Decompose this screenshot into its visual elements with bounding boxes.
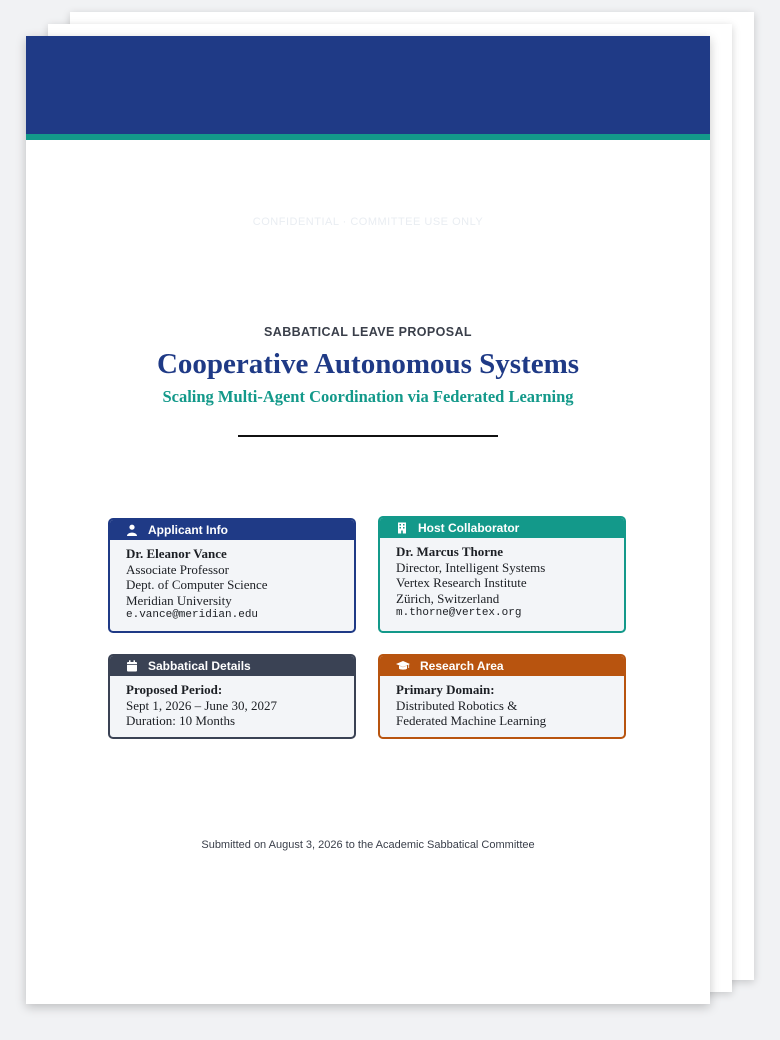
host-institution: Vertex Research Institute <box>396 575 527 590</box>
host-location: Zürich, Switzerland <box>396 590 500 606</box>
research-area-body <box>380 676 624 735</box>
applicant-department: Dept. of Computer Science <box>126 577 268 592</box>
applicant-name: Dr. Eleanor Vance <box>126 546 227 561</box>
header-accent-rule <box>26 134 710 140</box>
watermark-text: CONFIDENTIAL · COMMITTEE USE ONLY <box>252 216 484 228</box>
proposal-subtitle: Scaling Multi-Agent Coordination via Federated Learning <box>162 387 574 406</box>
graduation-cap-icon <box>396 660 410 672</box>
applicant-info-header <box>110 520 354 540</box>
building-icon <box>396 522 408 534</box>
title-divider <box>238 435 498 437</box>
applicant-info-heading: Applicant Info <box>148 523 228 537</box>
applicant-institution: Meridian University <box>126 592 232 608</box>
proposed-period-label: Proposed Period: <box>126 682 223 697</box>
applicant-info-body <box>110 540 354 630</box>
sabbatical-duration: Duration: 10 Months <box>126 713 236 728</box>
primary-domain-label: Primary Domain: <box>396 682 495 697</box>
proposed-period-dates: Sept 1, 2026 – June 30, 2027 <box>126 697 277 713</box>
applicant-info-card <box>108 518 356 633</box>
header-band <box>26 36 710 134</box>
sabbatical-details-heading: Sabbatical Details <box>148 659 251 673</box>
host-name: Dr. Marcus Thorne <box>396 544 504 559</box>
host-collaborator-card <box>378 516 626 633</box>
sabbatical-details-card <box>108 654 356 739</box>
submission-note: Submitted on August 3, 2026 to the Academic Sabbatical Committee <box>201 839 535 851</box>
proposal-cover-page <box>26 36 710 1004</box>
host-collaborator-header <box>380 518 624 538</box>
research-area-heading: Research Area <box>420 659 504 673</box>
research-area-card <box>378 654 626 739</box>
user-icon <box>126 524 138 536</box>
applicant-email[interactable]: e.vance@meridian.edu <box>126 609 259 621</box>
primary-domain-line-2: Federated Machine Learning <box>396 713 547 728</box>
primary-domain-line-1: Distributed Robotics & <box>396 697 518 713</box>
proposal-title: Cooperative Autonomous Systems <box>156 348 580 380</box>
sabbatical-details-body <box>110 676 354 735</box>
host-collaborator-heading: Host Collaborator <box>418 521 520 535</box>
calendar-icon <box>126 660 138 672</box>
host-email[interactable]: m.thorne@vertex.org <box>396 607 522 619</box>
applicant-title: Associate Professor <box>126 561 229 577</box>
sabbatical-details-header <box>110 656 354 676</box>
document-type-label: SABBATICAL LEAVE PROPOSAL <box>264 325 472 339</box>
host-collaborator-body <box>380 538 624 628</box>
host-title: Director, Intelligent Systems <box>396 559 546 575</box>
research-area-header <box>380 656 624 676</box>
